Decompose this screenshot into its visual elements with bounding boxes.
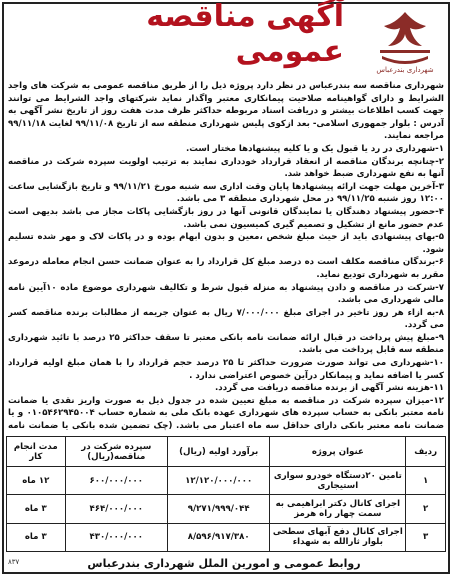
cell-deposit: ۴۳۰/۰۰۰/۰۰۰ [65,523,167,551]
cell-row-number: ۳ [406,523,446,551]
cell-duration: ۱۲ ماه [7,467,66,495]
header [4,0,444,74]
clause-11: ۱۱-هزینه نشر آگهی از برنده مناقصه دریافت می گردد. [215,383,444,394]
clause-12: ۱۲-میزان سپرده شرکت در مناقصه به مبلغ تعیین شده در جدول ذیل به صورت واریز نقدی یا ضمانت نامه معتبر بانکی به حساب سپرده های شهرداری عهده بانک ملی به شماره حساب ۰۱۰۵۴۶۲۹۴۵۰۰۴ و یا ضمانت نامه معتبر بانکی دارای حداقل سه ماه اعتبار می باشد. (چک تضمین شده بانکی یا ضمانت نامه [8,395,444,432]
cell-deposit: ۴۶۴/۰۰۰/۰۰۰ [65,495,167,523]
cell-row-number: ۲ [406,495,446,523]
header-deposit: سپرده شرکت در مناقصه(ریال) [65,437,167,467]
clause-2: ۲-چنانچه برندگان مناقصه از انعقاد قرارداد خودداری نمایند به ترتیب اولویت سپرده شرکت در مناقصه آنها به نفع شهرداری ضبط خواهد شد. [8,156,444,180]
page-title: آگهی مناقصه عمومی [146,0,344,69]
table-row [7,495,446,523]
clause-3: ۳-آخرین مهلت جهت ارائه پیشنهادها پایان وقت اداری سه شنبه مورخ ۹۹/۱۱/۲۱ و تاریخ بازگشایی ساعت ۱۲:۰۰ روز شنبه ۹۹/۱۱/۲۵ در محل شهرداری منطقه ۳ می باشد. [8,181,444,205]
projects-table [6,436,446,552]
cell-duration: ۳ ماه [7,523,66,551]
intro-paragraph: شهرداری مناقصه سه بندرعباس در نظر دارد پروژه ذیل را از طریق مناقصه عمومی به شرکت های واجد الشرایط و دارای گواهینامه صلاحیت پیمانکاری معتبر واگذار نماید شرکتهای واجد الشرایط می توانند جهت کسب اطلاعات بیشتر و دریافت اسناد مربوطه حداکثر ظرف مدت هفت روز از تاریخ نشر آگهی به آدرس : بلوار جمهوری اسلامی- بعد ازکوی پلیس شهرداری منطقه سه از تاریخ ۹۹/۱۱/۰۸ لغایت ۹۹/۱۱/۱۸ مراجعه نمایند. [8,81,444,142]
cell-estimate: ۹/۲۷۱/۹۹۹/۰۴۴ [167,495,269,523]
footer-signature: روابط عمومی و امورین الملل شهرداری بندرعباس [87,556,361,570]
cell-project-title: اجرای کانال دفع آبهای سطحی بلوار ثارالله به شهداء [270,523,406,551]
clause-1: ۱-شهرداری در رد یا قبول یک و یا کلیه پیشنهادها مختار است. [185,143,444,154]
cell-deposit: ۶۰۰/۰۰۰/۰۰۰ [65,467,167,495]
clause-4: ۴-حضور پیشنهاد دهندگان یا نمایندگان قانونی آنها در روز بازگشایی پاکات مجاز می باشد بدیهی است عدم حضور مانع از تشکیل و تصمیم گیری کمیسیون نمی باشد. [8,206,444,230]
header-estimate: برآورد اولیه (ریال) [167,437,269,467]
clause-5: ۵-بهای پیشنهادی باید از حیث مبلغ شخص ،معین و بدون ابهام بوده و در پاکات لاک و مهر شده تسلیم شود. [8,232,444,255]
table-row [7,523,446,551]
clause-10: ۱۰-شهرداری می تواند صورت ضرورت حداکثر تا ۲۵ درصد حجم قرارداد را با همان مبلغ اولیه قرارداد کسر یا اضافه نماید و پیمانکار درآین خصوص اعتراضی ندارد . [8,358,444,381]
table-header-row [7,437,446,467]
cell-row-number: ۱ [406,467,446,495]
table-row [7,467,446,495]
header-duration: مدت انجام کار [7,437,66,467]
clause-8: ۸-به ازاء هر روز تاخیر در اجرای مبلغ ۷/۰۰۰/۰۰۰ ریال به عنوان جریمه از مطالبات برنده مناقصه کسر می گردد. [8,307,444,331]
clause-9: ۹-مبلغ پیش پرداخت در قبال ارائه ضمانت نامه بانکی معتبر تا سقف حداکثر ۲۵ درصد با تائید شهرداری منطقه سه قابل پرداخت می باشد. [8,332,444,356]
cell-duration: ۳ ماه [7,495,66,523]
ad-code: ۸۳۷ [8,558,20,566]
logo-name: شهرداری بندرعباس [376,66,434,74]
header-project-title: عنوان پروژه [270,437,406,467]
municipality-logo-icon [370,8,440,70]
cell-estimate: ۱۲/۱۲۰/۰۰۰/۰۰۰ [167,467,269,495]
cell-project-title: اجرای کانال دکتر ابراهیمی به سمت چهار راه هرمز [270,495,406,523]
header-row-number: ردیف [406,437,446,467]
clause-6: ۶-برندگان مناقصه مکلف است ده درصد مبلغ کل قرارداد را به عنوان ضمانت حسن انجام معامله درموعد مقرر به شهرداری تودیع نماید. [8,257,444,280]
cell-estimate: ۸/۵۹۶/۹۱۷/۳۸۰ [167,523,269,551]
clause-7: ۷-شرکت در مناقصه و دادن پیشنهاد به منزله قبول شرط و تکالیف شهرداری موضوع ماده ۱۰آیین نامه مالی شهرداری می باشد. [8,282,444,306]
announcement-body [8,80,444,432]
cell-project-title: تامین ۲۰دستگاه خودرو سواری استیجاری [270,467,406,495]
